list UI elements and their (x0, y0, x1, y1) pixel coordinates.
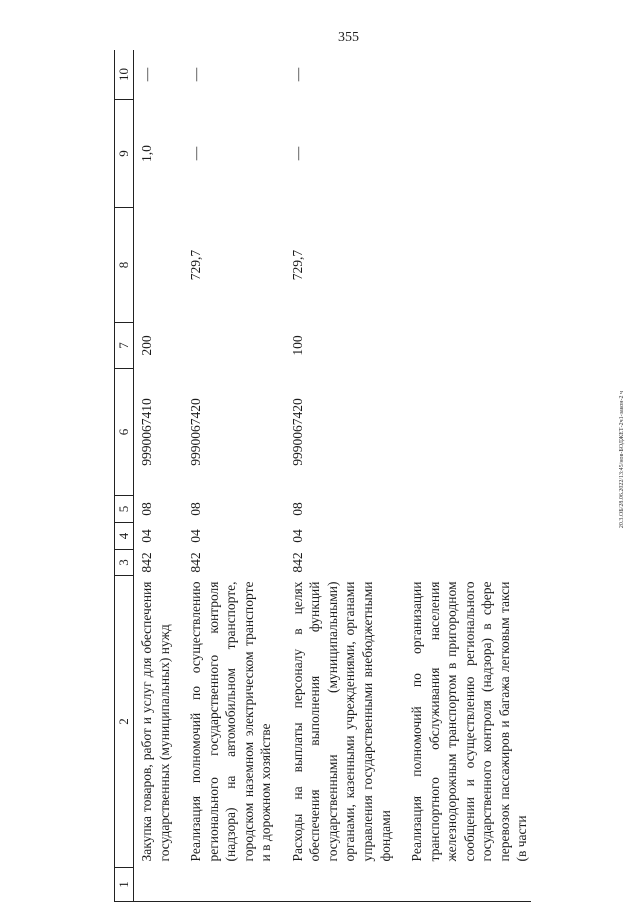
subsection-code-cell: 08 (139, 502, 154, 516)
table-row (404, 50, 531, 902)
gr-code-cell: 842 (188, 552, 204, 573)
row-number-cell (134, 868, 184, 902)
target-article-cell: 9990067420 (188, 398, 204, 466)
gr-code-cell (404, 550, 531, 576)
table-row (134, 50, 184, 902)
subsection-code-cell (404, 496, 531, 523)
row-number-cell (183, 868, 285, 902)
expense-type-cell (404, 323, 531, 369)
amount-cell (404, 50, 531, 100)
header-cell: 9 (115, 100, 134, 208)
table-row (183, 50, 285, 902)
side-note (612, 30, 632, 890)
row-number-cell (285, 868, 404, 902)
row-name-cell: Реализация полномочий по организации транспортного обслуживания населения железнодорожным транспортом в пригородном сообщении и осуществлению регионального государственного контроля (надзора) в сфере перевозок пассажиров и багажа легковым такси (в части (409, 581, 530, 862)
header-cell: 3 (115, 550, 134, 576)
budget-table (114, 50, 531, 902)
subsection-code-cell: 08 (188, 502, 204, 516)
amount-cell: — (188, 67, 204, 82)
header-cell: 1 (115, 868, 134, 902)
header-cell: 6 (115, 369, 134, 496)
page-number: 355 (338, 30, 359, 45)
section-code-cell: 04 (139, 529, 154, 543)
expense-type-cell (183, 323, 285, 369)
section-code-cell: 04 (289, 529, 305, 543)
amount-cell (134, 208, 184, 323)
budget-table-container (114, 50, 582, 902)
amount-cell: 1,0 (139, 145, 154, 162)
rotated-page (114, 50, 582, 902)
table-header-row (115, 50, 134, 902)
amount-cell: — (289, 67, 305, 82)
row-name-cell: Реализация полномочий по осуществлению регионального государственного контроля (надзора) на автомобильном транспорте, городском наземном электрическом транспорте и в дорожном хозяйстве (188, 581, 274, 862)
amount-cell: — (289, 146, 305, 161)
header-cell: 5 (115, 496, 134, 523)
amount-cell: 729,7 (188, 249, 204, 281)
amount-cell (404, 208, 531, 323)
row-name-cell: Закупка товаров, работ и услуг для обеспечения государственных (муниципальных) нужд (139, 581, 172, 862)
header-cell: 4 (115, 523, 134, 550)
amount-cell: — (139, 67, 154, 82)
expense-type-cell: 100 (289, 335, 305, 356)
gr-code-cell: 842 (289, 552, 305, 573)
table-row (285, 50, 404, 902)
side-note-text: 20.3.ОБ/28.06.2022/13:45/нов-БОДЖЕТ-2ч1-закон-2 ч (619, 391, 625, 529)
row-name-cell: Расходы на выплаты персоналу в целях обеспечения выполнения функций государственными (муниципальными) органами, казенными учреждениями, органами управления государственными внебюджетными фондами (289, 581, 393, 862)
target-article-cell (404, 369, 531, 496)
header-cell: 10 (115, 50, 134, 100)
row-number-cell (404, 868, 531, 902)
amount-cell: 729,7 (289, 249, 305, 281)
header-cell: 7 (115, 323, 134, 369)
header-cell: 2 (115, 576, 134, 868)
expense-type-cell: 200 (139, 335, 154, 356)
target-article-cell: 9990067420 (289, 398, 305, 466)
amount-cell (404, 100, 531, 208)
subsection-code-cell: 08 (289, 502, 305, 516)
target-article-cell: 9990067410 (139, 398, 154, 466)
header-cell: 8 (115, 208, 134, 323)
amount-cell: — (188, 146, 204, 161)
section-code-cell (404, 523, 531, 550)
section-code-cell: 04 (188, 529, 204, 543)
gr-code-cell: 842 (139, 552, 154, 573)
